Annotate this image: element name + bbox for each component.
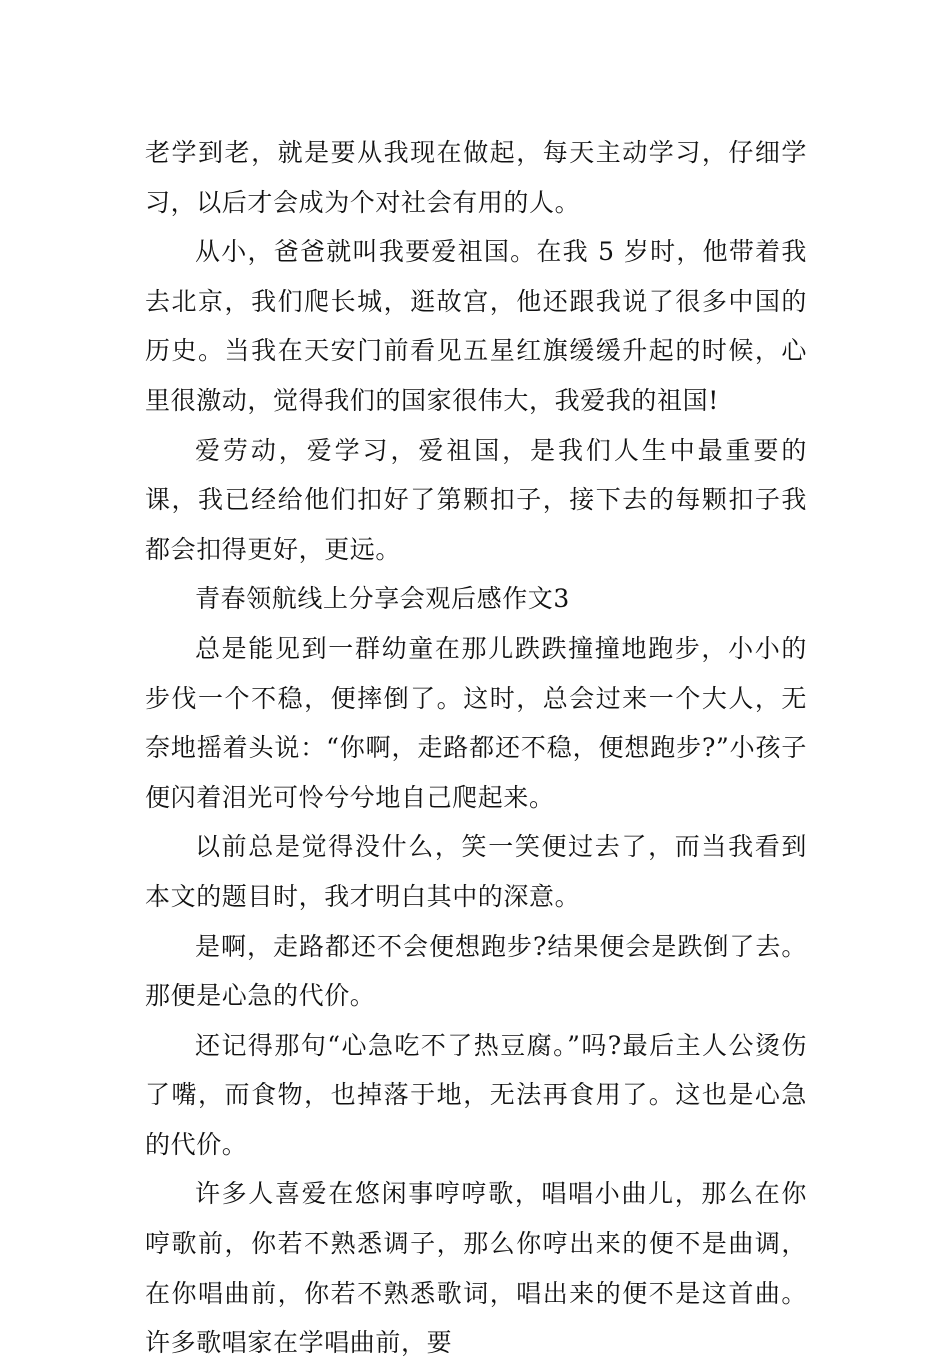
paragraph-cost-of-haste: 是啊，走路都还不会便想跑步?结果便会是跌倒了去。那便是心急的代价。 bbox=[145, 931, 807, 1011]
paragraph-singing: 许多人喜爱在悠闲事哼哼歌，唱唱小曲儿，那么在你哼歌前，你若不熟悉调子，那么你哼出来的便不是曲调，在你唱曲前，你若不熟悉歌词，唱出来的便不是这首曲。许多歌唱家在学唱曲前，要 bbox=[145, 1179, 807, 1358]
body-text bbox=[145, 128, 807, 1368]
section-heading: 青春领航线上分享会观后感作文3 bbox=[195, 584, 570, 614]
paragraph-toddlers: 总是能见到一群幼童在那儿跌跌撞撞地跑步，小小的步伐一个不稳，便摔倒了。这时，总会过来一个大人，无奈地摇着头说：“你啊，走路都还不稳，便想跑步?”小孩子便闪着泪光可怜兮兮地自己爬起来。 bbox=[145, 633, 807, 812]
paragraph-love-country: 从小，爸爸就叫我要爱祖国。在我 5 岁时，他带着我去北京，我们爬长城，逛故宫，他还跟我说了很多中国的历史。当我在天安门前看见五星红旗缓缓升起的时候，心里很激动，觉得我们的国家很伟大，我爱我的祖国! bbox=[145, 237, 807, 415]
paragraph-continuation: 老学到老，就是要从我现在做起，每天主动学习，仔细学习，以后才会成为个对社会有用的人。 bbox=[145, 138, 807, 217]
paragraph-meaning: 以前总是觉得没什么，笑一笑便过去了，而当我看到本文的题目时，我才明白其中的深意。 bbox=[145, 832, 807, 911]
paragraph-hot-tofu: 还记得那句“心急吃不了热豆腐。”吗?最后主人公烫伤了嘴，而食物，也掉落于地，无法再食用了。这也是心急的代价。 bbox=[145, 1030, 807, 1159]
paragraph-life-lessons: 爱劳动，爱学习，爱祖国，是我们人生中最重要的课，我已经给他们扣好了第颗扣子，接下去的每颗扣子我都会扣得更好，更远。 bbox=[145, 435, 807, 564]
